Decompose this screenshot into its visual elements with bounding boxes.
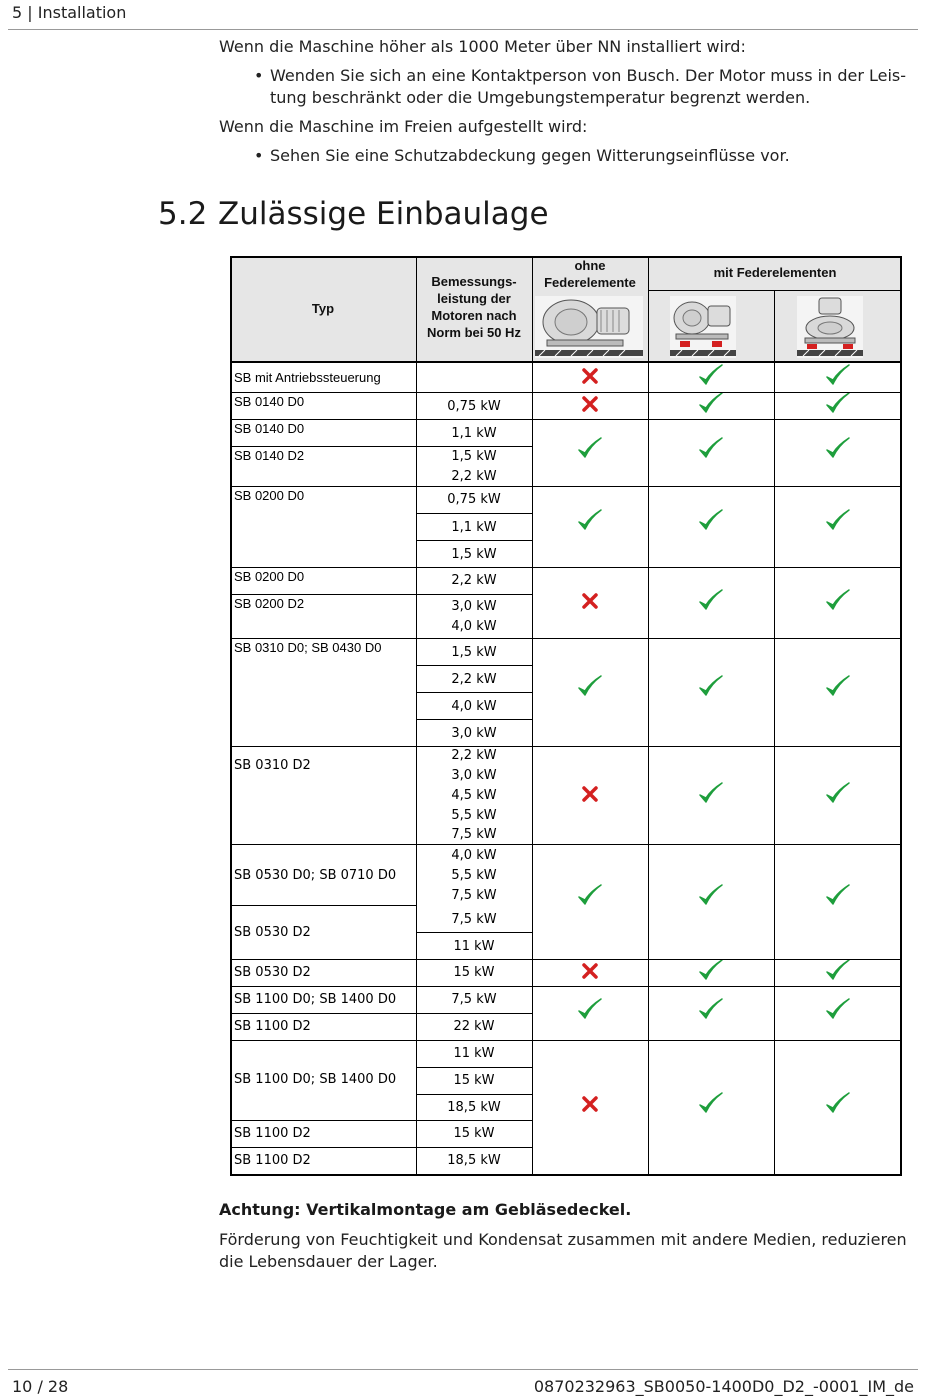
row-divider [230,986,416,987]
page-header: 5 | Installation [12,3,127,22]
intro-paragraph-altitude: Wenn die Maschine höher als 1000 Meter über NN installiert wird: [219,37,746,56]
check-icon [825,781,851,807]
row-divider [416,1040,532,1041]
type-label: SB 0310 D2 [234,758,311,773]
power-value: 11 kW [453,1046,495,1061]
bullet-altitude [254,65,907,109]
table-border [230,256,902,258]
check-icon [825,674,851,700]
bullet-outdoor [254,145,790,167]
check-icon [577,508,603,534]
type-label: SB 1100 D2 [234,1153,311,1168]
power-value: 7,5 kW [451,912,497,927]
power-value: 4,5 kW [451,788,497,803]
header-power [416,273,532,341]
row-divider [416,692,532,693]
row-divider [230,1120,416,1121]
type-label: SB 0140 D0 [234,394,305,409]
section-title: Zulässige Einbaulage [218,196,549,232]
check-icon [825,997,851,1023]
row-divider [230,1013,416,1014]
document-id: 0870232963_SB0050-1400D0_D2_-0001_IM_de [533,1377,914,1396]
bullet-altitude-line1: Wenden Sie sich an eine Kontaktperson von Busch. Der Motor muss in der Leis- [270,66,907,85]
horizontal-machine-springs-icon [670,296,736,358]
check-icon [825,436,851,462]
check-icon [825,508,851,534]
power-value: 7,5 kW [451,888,497,903]
horizontal-machine-icon [535,296,643,358]
row-divider [230,446,416,447]
header-typ: Typ [311,301,335,316]
row-divider [416,1147,532,1148]
row-divider [416,959,532,960]
row-divider [416,1067,532,1068]
warning-text [219,1229,907,1273]
power-value: 1,5 kW [451,449,497,464]
check-icon [825,958,851,984]
check-icon [825,588,851,614]
row-divider [532,638,902,639]
power-value: 5,5 kW [451,808,497,823]
power-value: 3,0 kW [451,726,497,741]
power-value: 4,0 kW [451,699,497,714]
power-value: 2,2 kW [451,748,497,763]
check-icon [825,883,851,909]
check-icon [825,391,851,417]
page-number: 10 / 28 [12,1377,69,1396]
check-icon [698,958,724,984]
power-value: 1,5 kW [451,547,497,562]
power-value: 0,75 kW [447,399,501,414]
row-divider [532,567,902,568]
header-power-line4: Norm bei 50 Hz [427,325,521,340]
bullet-dot: • [254,146,264,165]
row-divider [416,446,532,447]
column-divider [648,256,649,1176]
row-divider [416,419,532,420]
power-value: 5,5 kW [451,868,497,883]
type-label: SB 0140 D0 [234,421,305,436]
power-value: 2,2 kW [451,573,497,588]
check-icon [698,436,724,462]
check-icon [698,588,724,614]
check-icon [698,674,724,700]
row-divider [416,486,532,487]
row-divider [416,1094,532,1095]
power-value: 4,0 kW [451,619,497,634]
bullet-dot: • [254,66,264,85]
row-divider [416,513,532,514]
header-ohne-line2: Federelemente [544,275,636,290]
header-divider [648,290,902,291]
type-label: SB 0200 D2 [234,596,305,611]
check-icon [825,363,851,389]
power-value: 1,5 kW [451,645,497,660]
row-divider [532,986,902,987]
warning-text-line2: die Lebensdauer der Lager. [219,1252,438,1271]
type-label: SB 0310 D0; SB 0430 D0 [234,640,382,655]
cross-icon [577,391,603,417]
table-border [900,256,902,1176]
check-icon [698,781,724,807]
type-label: SB mit Antriebssteuerung [234,370,381,385]
type-label: SB 1100 D2 [234,1019,311,1034]
column-divider [774,290,775,1176]
vertical-machine-springs-icon [797,296,863,358]
power-value: 3,0 kW [451,768,497,783]
power-value: 15 kW [453,1126,495,1141]
row-divider [416,540,532,541]
check-icon [698,391,724,417]
check-icon [577,883,603,909]
power-value: 15 kW [453,965,495,980]
row-divider [532,844,902,845]
row-divider [532,419,902,420]
row-divider [416,392,532,393]
power-value: 1,1 kW [451,426,497,441]
bullet-outdoor-text: Sehen Sie eine Schutzabdeckung gegen Witterungseinflüsse vor. [270,146,790,165]
power-value: 7,5 kW [451,827,497,842]
row-divider [230,419,416,420]
power-value: 0,75 kW [447,492,501,507]
footer-divider [8,1369,918,1370]
section-number: 5.2 [158,196,208,232]
installation-position-table [230,256,902,1176]
header-power-line2: leistung der [437,291,511,306]
header-power-line3: Motoren nach [431,308,517,323]
warning-text-line1: Förderung von Feuchtigkeit und Kondensat zusammen mit andere Medien, reduzieren [219,1230,907,1249]
row-divider [416,932,532,933]
check-icon [698,997,724,1023]
row-divider [230,486,416,487]
row-divider [532,486,902,487]
section-heading [158,196,549,232]
row-divider [230,1040,416,1041]
header-divider [230,361,902,363]
cross-icon [577,958,603,984]
row-divider [416,1013,532,1014]
power-value: 2,2 kW [451,469,497,484]
check-icon [577,436,603,462]
cross-icon [577,1091,603,1117]
warning-title: Achtung: Vertikalmontage am Gebläsedeckel. [219,1200,632,1219]
power-value: 11 kW [453,939,495,954]
table-border [230,1174,902,1176]
row-divider [416,746,532,747]
row-divider [416,594,532,595]
check-icon [577,674,603,700]
row-divider [230,392,416,393]
header-divider [8,29,918,30]
row-divider [230,594,416,595]
cross-icon [577,588,603,614]
cross-icon [577,781,603,807]
row-divider [416,638,532,639]
power-value: 22 kW [453,1019,495,1034]
row-divider [416,567,532,568]
power-value: 1,1 kW [451,520,497,535]
row-divider [230,844,416,845]
type-label: SB 0140 D2 [234,448,305,463]
header-power-line1: Bemessungs- [431,274,517,289]
row-divider [230,905,416,906]
check-icon [698,363,724,389]
power-value: 18,5 kW [447,1153,501,1168]
check-icon [577,997,603,1023]
type-label: SB 0530 D0; SB 0710 D0 [234,868,397,883]
row-divider [230,959,416,960]
row-divider [416,844,532,845]
cross-icon [577,363,603,389]
row-divider [230,567,416,568]
bullet-altitude-line2: tung beschränkt oder die Umgebungstemperatur begrenzt werden. [270,88,811,107]
type-label: SB 0200 D0 [234,488,305,503]
type-label: SB 0530 D2 [234,925,311,940]
power-value: 2,2 kW [451,672,497,687]
check-icon [698,883,724,909]
type-label: SB 1100 D2 [234,1126,311,1141]
row-divider [230,1147,416,1148]
table-border [230,256,232,1176]
header-mit: mit Federelementen [713,265,837,280]
type-label: SB 1100 D0; SB 1400 D0 [234,992,397,1007]
row-divider [532,392,902,393]
check-icon [698,1091,724,1117]
row-divider [230,746,416,747]
column-divider [416,256,417,1176]
row-divider [416,1120,532,1121]
check-icon [698,508,724,534]
row-divider [416,665,532,666]
row-divider [532,746,902,747]
power-value: 18,5 kW [447,1100,501,1115]
power-value: 7,5 kW [451,992,497,1007]
row-divider [532,959,902,960]
type-label: SB 0530 D2 [234,965,311,980]
power-value: 15 kW [453,1073,495,1088]
check-icon [825,1091,851,1117]
power-value: 4,0 kW [451,848,497,863]
column-divider [532,256,533,1176]
row-divider [416,719,532,720]
power-value: 3,0 kW [451,599,497,614]
type-label: SB 0200 D0 [234,569,305,584]
intro-paragraph-outdoor: Wenn die Maschine im Freien aufgestellt wird: [219,117,588,136]
type-label: SB 1100 D0; SB 1400 D0 [234,1072,397,1087]
header-ohne-line1: ohne [574,258,606,273]
row-divider [532,1040,902,1041]
header-ohne [532,257,648,291]
row-divider [230,638,416,639]
row-divider [416,986,532,987]
